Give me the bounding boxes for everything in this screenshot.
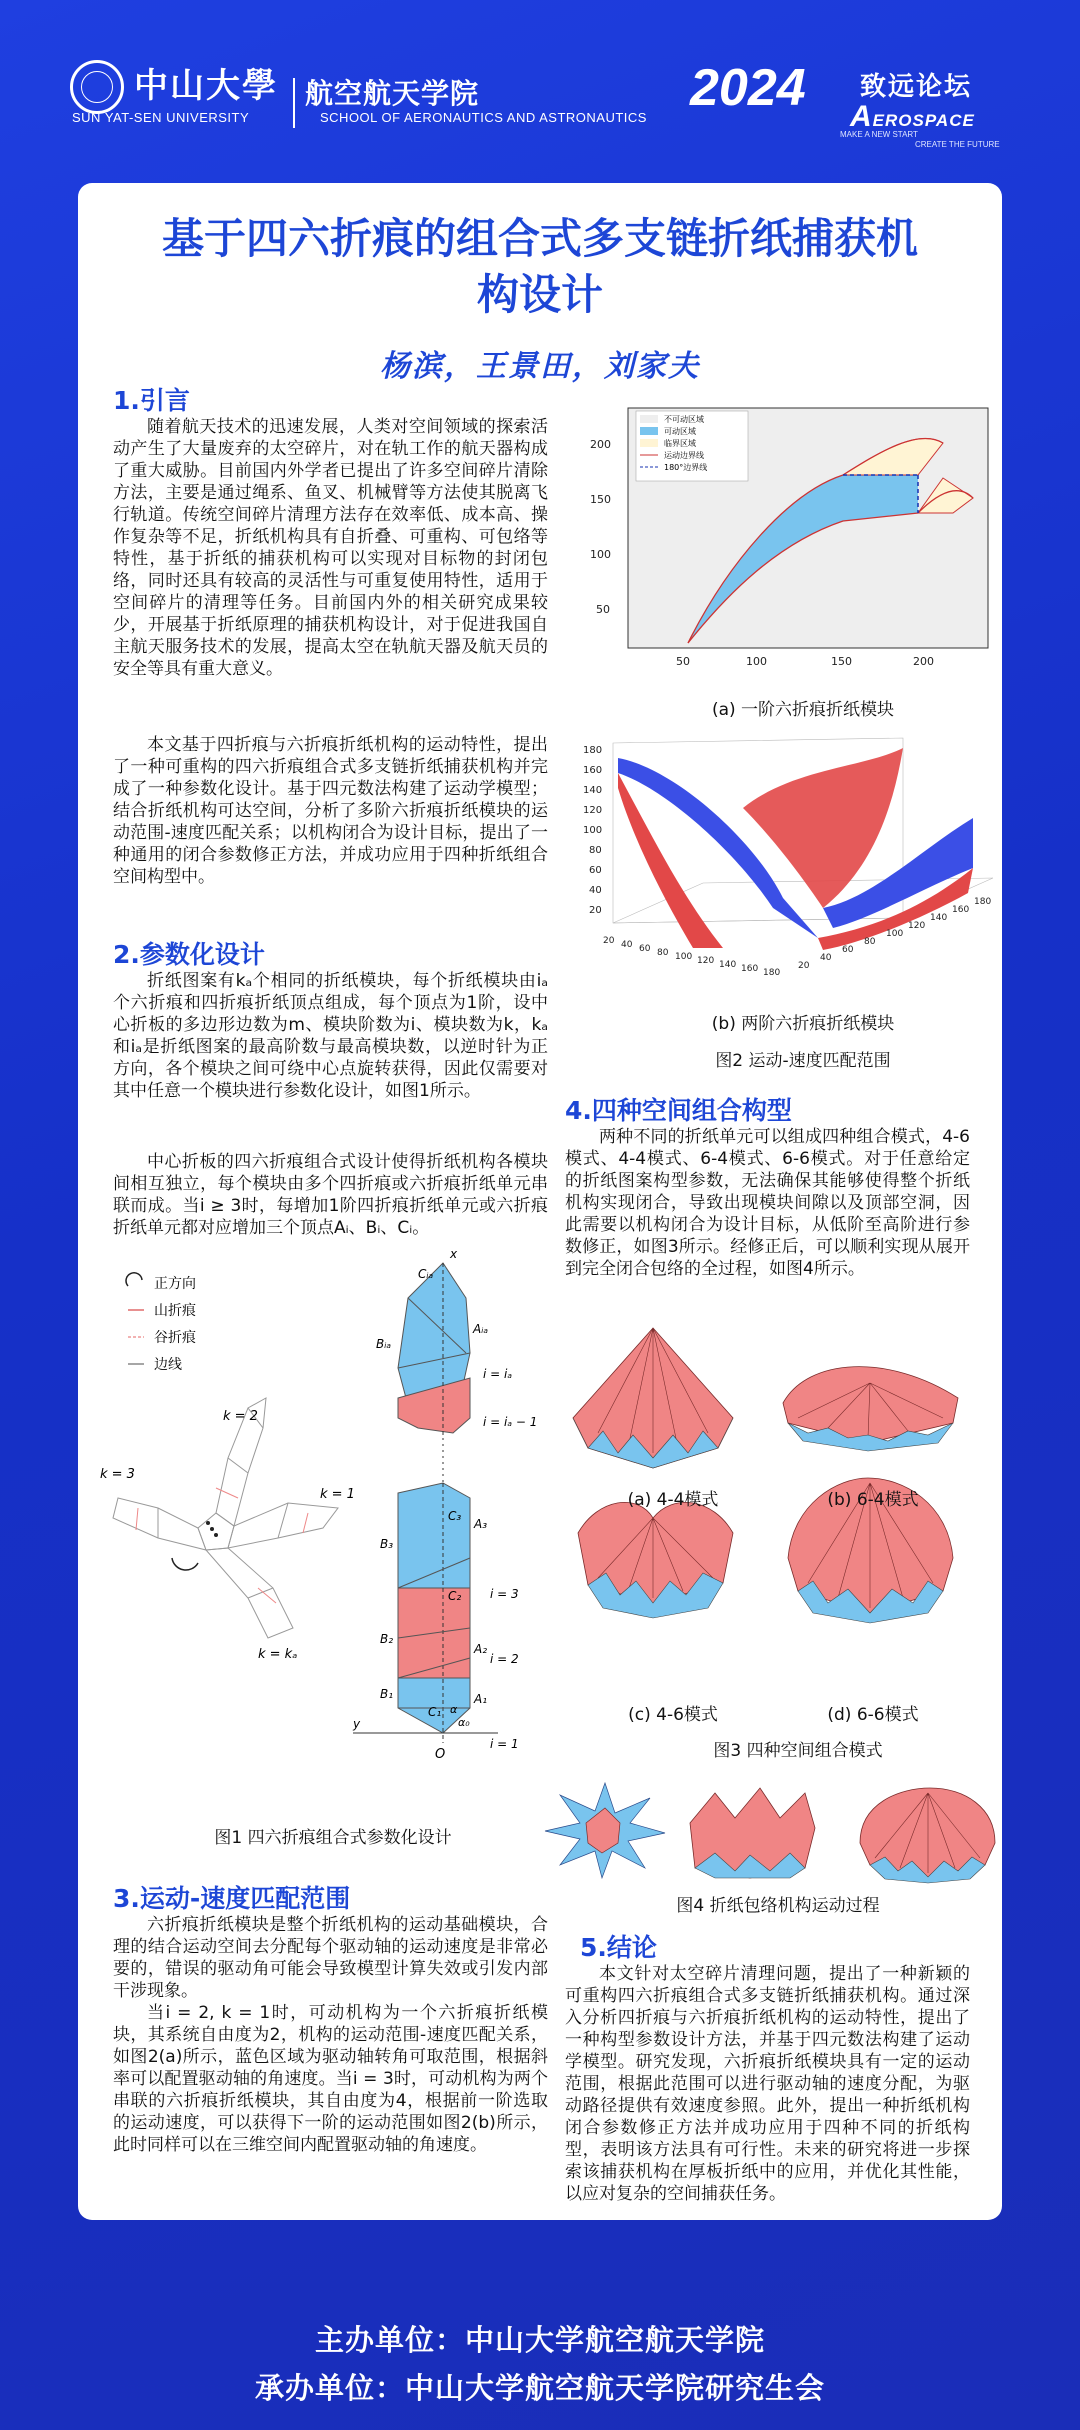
half-closed: [690, 1788, 815, 1878]
xtick-200: 200: [913, 655, 934, 668]
poster-card: [78, 183, 1002, 2220]
label-i3: i = 3: [490, 1587, 519, 1601]
label-alpha0: α₀: [458, 1716, 470, 1729]
module-bottom: [352, 1483, 519, 1762]
figure2b-caption: (b) 两阶六折痕折纸模块: [711, 1014, 895, 1034]
legend-valley-fold: 谷折痕: [154, 1330, 196, 1346]
figure3-label-b: (b) 6-4模式: [827, 1490, 919, 1510]
xtick3d-120: 120: [697, 956, 715, 966]
label-Cia: Cᵢₐ: [418, 1267, 434, 1281]
ztick-80: 80: [589, 845, 602, 856]
xtick-150: 150: [831, 655, 852, 668]
label-Bia: Bᵢₐ: [376, 1337, 392, 1351]
figure1-diagram: [98, 1247, 553, 1778]
legend-motion-boundary: 运动边界线: [664, 451, 704, 460]
label-C1: C₁: [428, 1705, 442, 1719]
poster-title: [78, 211, 1002, 323]
ytick3d-100: 100: [886, 929, 904, 939]
ytick3d-40: 40: [820, 953, 832, 963]
xtick3d-20: 20: [603, 936, 615, 946]
xtick3d-40: 40: [621, 940, 633, 950]
figure2b-plot: [573, 728, 1018, 998]
footer-organizer: 承办单位：中山大学航空航天学院研究生会: [254, 2371, 825, 2405]
section1-para2: 本文基于四折痕与六折痕折纸机构的运动特性，提出了一种可重构的四六折痕组合式多支链折纸捕获机构并完成了一种参数化设计。基于四元数法构建了运动学模型；结合折纸机构可达空间，分析了多阶六折痕折纸模块的运动范围-速度匹配关系；以机构闭合为设计目标，提出了一种通用的闭合参数修正方法，并成功应用于四种折纸组合空间构型中。: [113, 735, 548, 887]
label-B1: B₁: [380, 1687, 394, 1701]
university-name-en: SUN YAT-SEN UNIVERSITY: [72, 110, 250, 125]
university-seal-icon: [70, 60, 124, 114]
section2-heading: 2.参数化设计: [113, 940, 265, 969]
fully-closed: [860, 1788, 995, 1883]
xtick3d-160: 160: [741, 964, 759, 974]
xtick3d-60: 60: [639, 944, 651, 954]
ytick3d-60: 60: [842, 945, 854, 955]
legend-critical: 临界区域: [664, 439, 696, 448]
ytick3d-140: 140: [930, 913, 948, 923]
xtick3d-80: 80: [657, 948, 669, 958]
figure3-label-d: (d) 6-6模式: [827, 1705, 919, 1725]
header-divider: [293, 78, 295, 128]
label-C3: C₃: [448, 1509, 462, 1523]
section4-para1: 两种不同的折纸单元可以组成四种组合模式，4-6模式、4-4模式、6-4模式、6-6模式。对于任意给定的折纸图案构型参数，无法确保其能够使得整个折纸机构实现闭合，导致出现模块间隙以及顶部空洞，因此需要以机构闭合为设计目标，从低阶至高阶进行参数修正，如图3所示。经修正后，可以顺利实现从展开到完全闭合包络的全过程，如图4所示。: [565, 1127, 970, 1279]
school-name-cn: 航空航天学院: [305, 77, 480, 110]
title-line2: 构设计: [476, 270, 603, 319]
label-k2: k = 2: [223, 1409, 258, 1424]
legend-movable: 可动区域: [664, 427, 696, 436]
poster-header: [0, 0, 1080, 180]
label-y: y: [353, 1717, 361, 1731]
ztick-60: 60: [589, 865, 602, 876]
ytick-50: 50: [596, 603, 610, 616]
figure3-label-a: (a) 4-4模式: [627, 1490, 719, 1510]
section3-para2: 当i = 2, k = 1时，可动机构为一个六折痕折纸模块，其系统自由度为2，机构的运动范围-速度匹配关系，如图2(a)所示，蓝色区域为驱动轴转角可取范围，根据斜率可以配置驱动轴的角速度。当i = 3时，可动机构为两个串联的六折痕折纸模块，其自由度为4，根据前一阶选取的运动速度，可以获得下一阶的运动范围如图2(b)所示，此时同样可以在三维空间内配置驱动轴的角速度。: [113, 2003, 548, 2155]
section3-heading: 3.运动-速度匹配范围: [113, 1884, 351, 1913]
ytick3d-20: 20: [798, 961, 810, 971]
label-x: x: [450, 1247, 458, 1261]
label-k3: k = 3: [100, 1467, 135, 1482]
mode-4-4: [573, 1328, 733, 1468]
legend-mountain-fold: 山折痕: [154, 1303, 196, 1319]
label-A1: A₁: [474, 1692, 488, 1706]
label-alpha: α: [450, 1703, 458, 1716]
legend-180-boundary: 180°边界线: [664, 463, 708, 472]
label-i1: i = 1: [490, 1737, 519, 1751]
footer-host: 主办单位：中山大学航空航天学院: [314, 2323, 765, 2357]
ytick-100: 100: [590, 548, 611, 561]
figure3-caption: 图3 四种空间组合模式: [713, 1741, 883, 1761]
xtick-100: 100: [746, 655, 767, 668]
label-ka: k = kₐ: [258, 1647, 298, 1662]
section1-para1: 随着航天技术的迅速发展，人类对空间领域的探索活动产生了大量废弃的太空碎片，对在轨工作的航天器构成了重大威胁。目前国内外学者已提出了许多空间碎片清除方法，主要是通过绳系、鱼叉、机械臂等方法使其脱离飞行轨道。传统空间碎片清理方法存在效率低、成本高、操作复杂等不足，折纸机构具有自折叠、可重构、可包络等特性，基于折纸的捕获机构可以实现对目标物的封闭包络，同时还具有较高的灵活性与可重复使用特性，适用于空间碎片的清理等任务。目前国内外的相关研究成果较少，开展基于折纸原理的捕获机构设计，对于促进我国自主航天服务技术的发展，提高太空在轨航天器及航天员的安全等具有重大意义。: [113, 417, 548, 679]
xtick3d-100: 100: [675, 952, 693, 962]
section2-para2: 中心折板的四六折痕组合式设计使得折纸机构各模块间相互独立，每个模块由多个四折痕或六折痕折纸单元串联而成。当i ≥ 3时，每增加1阶四折痕折纸单元或六折痕折纸单元都对应增加三个顶点Aᵢ、Bᵢ、Cᵢ。: [113, 1152, 548, 1238]
ztick-100: 100: [583, 825, 603, 836]
title-line1: 基于四六折痕的组合式多支链折纸捕获机: [161, 214, 918, 263]
university-name-cn: 中山大學: [134, 66, 278, 106]
label-O: O: [435, 1747, 446, 1762]
figure4-caption: 图4 折纸包络机构运动过程: [676, 1896, 880, 1916]
label-i2: i = 2: [490, 1652, 519, 1666]
ztick-40: 40: [589, 885, 602, 896]
ztick-120: 120: [583, 805, 603, 816]
ytick-200: 200: [590, 438, 611, 451]
legend-positive-direction: 正方向: [154, 1276, 196, 1292]
figure1-caption: 图1 四六折痕组合式参数化设计: [214, 1828, 452, 1848]
section5-para1: 本文针对太空碎片清理问题，提出了一种新颖的可重构四六折痕组合式多支链折纸捕获机构。通过深入分析四折痕与六折痕折纸机构的运动特性，提出了一种构型参数设计方法，并基于四元数法构建了运动学模型。研究发现，六折痕折纸模块具有一定的运动范围，根据此范围可以进行驱动轴的速度分配，为驱动路径提供有效速度参照。此外，提出一种折纸机构闭合参数修正方法并成功应用于四种不同的折纸构型，表明该方法具有可行性。未来的研究将进一步探索该捕获机构在厚板折纸中的应用，并优化其性能，以应对复杂的空间捕获任务。: [565, 1964, 970, 2204]
legend-edge: 边线: [154, 1357, 182, 1373]
label-C2: C₂: [448, 1589, 462, 1603]
figure3-label-c: (c) 4-6模式: [628, 1705, 718, 1725]
label-i-ia1: i = iₐ − 1: [483, 1415, 538, 1429]
xtick3d-180: 180: [763, 968, 781, 978]
ztick-140: 140: [583, 785, 603, 796]
label-A2: A₂: [474, 1642, 488, 1656]
mode-4-6: [578, 1502, 733, 1618]
legend-immovable: 不可动区域: [664, 415, 704, 424]
figure2a-plot: [588, 403, 1018, 673]
xtick3d-140: 140: [719, 960, 737, 970]
section3-para1: 六折痕折纸模块是整个折纸机构的运动基础模块，合理的结合运动空间去分配每个驱动轴的运动速度是非常必要的，错误的驱动角可能会导致模型计算失效或引发内部干涉现象。: [113, 1915, 548, 2001]
figure4-diagram: [540, 1773, 1000, 1883]
unfolded-star: [545, 1783, 665, 1878]
section1-heading: 1.引言: [113, 386, 190, 415]
ztick-160: 160: [583, 765, 603, 776]
figure2a-legend: [636, 411, 748, 481]
figure2-caption: 图2 运动-速度匹配范围: [715, 1051, 891, 1071]
label-i-ia: i = iₐ: [483, 1367, 513, 1381]
ytick3d-180: 180: [974, 897, 992, 907]
label-k1: k = 1: [320, 1487, 355, 1502]
figure1-legend: [126, 1273, 196, 1373]
label-Aia: Aᵢₐ: [473, 1322, 489, 1336]
slogan-line2: CREATE THE FUTURE: [915, 140, 1000, 149]
ytick3d-120: 120: [908, 921, 926, 931]
ztick-180: 180: [583, 745, 603, 756]
figure2a-caption: (a) 一阶六折痕折纸模块: [711, 700, 895, 720]
label-B3: B₃: [380, 1537, 394, 1551]
ztick-20: 20: [589, 905, 602, 916]
ytick3d-80: 80: [864, 937, 876, 947]
label-B2: B₂: [380, 1632, 394, 1646]
forum-year: 2024: [690, 59, 806, 117]
module-top: [376, 1247, 537, 1438]
figure2b-z-ticks: [583, 745, 602, 916]
section2-para1: 折纸图案有kₐ个相同的折纸模块，每个折纸模块由iₐ个六折痕和四折痕折纸顶点组成，每个顶点为1阶，设中心折板的多边形边数为m、模块阶数为i、模块数为k，kₐ和iₐ是折纸图案的最高阶数与最高模块数，以逆时针为正方向，各个模块之间可绕中心点旋转获得，因此仅需要对其中任意一个模块进行参数化设计，如图1所示。: [113, 971, 548, 1101]
authors: 杨滨，王景田，刘家夫: [380, 349, 700, 384]
slogan-line1: MAKE A NEW START: [840, 130, 918, 139]
school-name-en: SCHOOL OF AERONAUTICS AND ASTRONAUTICS: [320, 110, 647, 125]
section4-heading: 4.四种空间组合构型: [565, 1096, 792, 1125]
section5-heading: 5.结论: [580, 1933, 657, 1962]
rotation-arrow-icon: [172, 1558, 198, 1570]
mode-6-4: [783, 1367, 958, 1451]
crease-pattern-star: [113, 1398, 338, 1638]
xtick-50: 50: [676, 655, 690, 668]
ytick3d-160: 160: [952, 905, 970, 915]
forum-name-en: AEROSPACE: [850, 100, 975, 133]
ytick-150: 150: [590, 493, 611, 506]
forum-name-cn: 致远论坛: [860, 72, 973, 102]
label-A3: A₃: [474, 1517, 488, 1531]
aero-a-logo-icon: A: [850, 100, 873, 133]
